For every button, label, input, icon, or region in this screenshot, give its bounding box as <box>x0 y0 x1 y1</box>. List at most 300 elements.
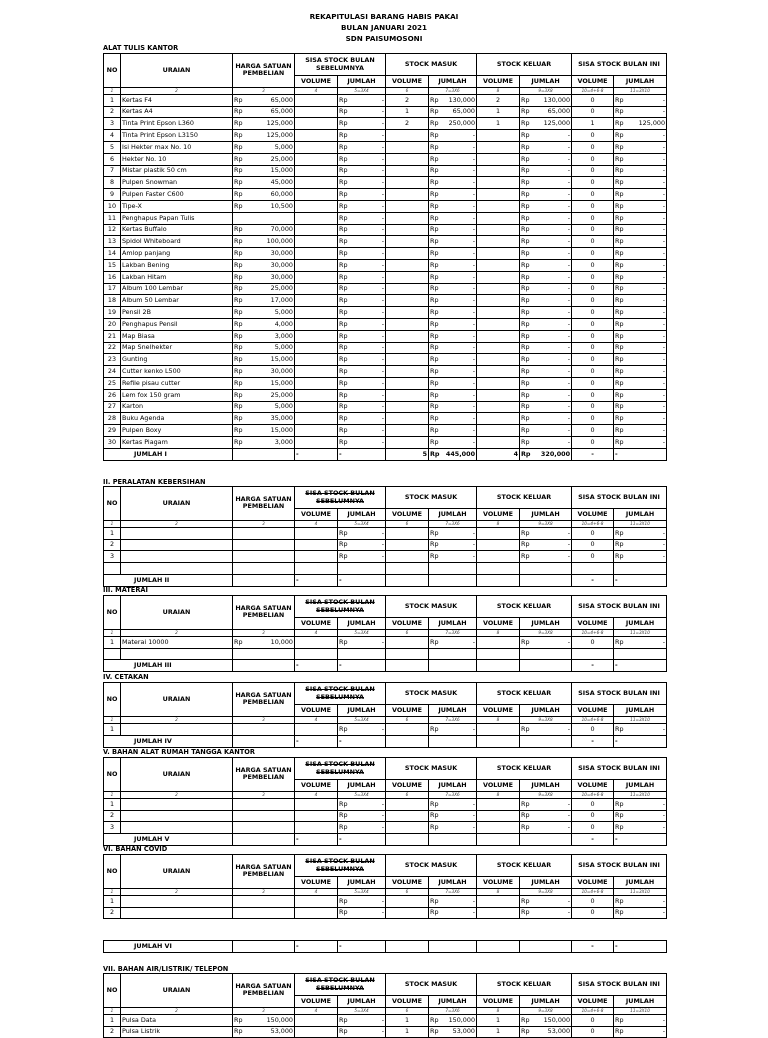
row-harga <box>233 330 295 342</box>
row-jumlah-keluar <box>520 551 572 563</box>
jumlah-sisa-value: - <box>662 367 666 376</box>
dash-value: - <box>381 724 385 733</box>
total-row <box>104 941 667 953</box>
col-sisa-ini: SISA STOCK BULAN INI <box>572 683 667 705</box>
total-jumlah-masuk <box>429 941 477 953</box>
row-volume-masuk: 1 <box>386 1026 429 1038</box>
row-volume-masuk <box>386 895 429 907</box>
currency-label: Rp <box>615 426 624 434</box>
row-jumlah-sisa <box>614 342 667 354</box>
currency-label: Rp <box>521 319 530 328</box>
row-harga <box>233 895 295 907</box>
row-jumlah-keluar <box>520 283 572 295</box>
row-uraian <box>121 539 233 551</box>
index-cell: 2 <box>121 520 233 527</box>
row-no: 22 <box>104 342 121 354</box>
currency-label: Rp <box>615 237 624 246</box>
col-volume: VOLUME <box>386 76 429 88</box>
dash-value: - <box>381 272 385 281</box>
currency-label: Rp <box>234 225 243 234</box>
row-uraian <box>121 798 233 810</box>
jumlah-masuk-value: 65,000 <box>452 107 476 116</box>
harga-value: 125,000 <box>266 131 293 140</box>
row-volume-masuk <box>386 636 429 648</box>
currency-label: Rp <box>615 528 624 537</box>
row-volume-masuk <box>386 189 429 201</box>
jumlah-masuk-value: - <box>472 296 476 305</box>
currency-label: Rp <box>430 637 439 646</box>
row-jumlah-masuk <box>429 798 477 810</box>
col-sisa-ini: SISA STOCK BULAN INI <box>572 596 667 618</box>
row-volume-sisa: 0 <box>572 189 614 201</box>
jumlah-sisa-value: - <box>662 131 666 140</box>
index-cell: 6 <box>386 629 429 636</box>
index-cell: 2 <box>121 791 233 798</box>
jumlah-masuk-value: - <box>472 225 476 234</box>
harga-value: 15,000 <box>270 355 293 364</box>
jumlah-keluar-value: - <box>567 166 571 175</box>
row-volume-masuk: 2 <box>386 118 429 130</box>
row-volume-keluar <box>477 248 520 260</box>
currency-label: Rp <box>234 637 243 646</box>
row-harga <box>233 177 295 189</box>
row-jumlah-keluar <box>520 94 572 106</box>
currency-label: Rp <box>615 272 624 281</box>
currency-label: Rp <box>615 724 624 733</box>
jumlah-masuk-value: - <box>472 355 476 364</box>
currency-label: Rp <box>615 131 624 140</box>
col-jumlah: JUMLAH <box>520 705 572 717</box>
row-uraian <box>121 723 233 735</box>
currency-label: Rp <box>615 367 624 376</box>
total-jumlah-keluar <box>520 574 572 586</box>
currency-label: Rp <box>339 811 348 820</box>
dash-value: - <box>381 119 385 128</box>
row-volume-masuk <box>386 271 429 283</box>
currency-label: Rp <box>339 284 348 293</box>
row-jumlah-keluar <box>520 153 572 165</box>
total-jumlah-sisa: - <box>614 834 667 846</box>
currency-label: Rp <box>430 724 439 733</box>
row-volume-masuk <box>386 153 429 165</box>
jumlah-keluar-value: - <box>567 540 571 549</box>
table-row <box>104 236 667 248</box>
row-uraian: Materai 10000 <box>121 636 233 648</box>
jumlah-sisa-value: - <box>662 154 666 163</box>
dash-value: - <box>381 201 385 210</box>
currency-label: Rp <box>234 131 243 140</box>
currency-label: Rp <box>339 95 348 104</box>
blank-cell <box>477 563 520 575</box>
row-jumlah-keluar <box>520 295 572 307</box>
row-uraian: Penghapus Pensil <box>121 318 233 330</box>
row-jumlah-keluar <box>520 200 572 212</box>
index-cell: 4 <box>295 520 338 527</box>
col-sisa-sebelum: SISA STOCK BULAN SEBELUMNYA <box>295 54 386 76</box>
index-cell: 9=3X8 <box>520 1007 572 1014</box>
currency-label: Rp <box>234 178 243 187</box>
jumlah-masuk-value: - <box>472 896 476 905</box>
row-volume-sebelum <box>295 389 338 401</box>
jumlah-masuk-value: 130,000 <box>448 95 476 104</box>
table-row <box>104 248 667 260</box>
row-jumlah-keluar <box>520 342 572 354</box>
col-stock-keluar: STOCK KELUAR <box>477 487 572 509</box>
jumlah-sisa-value: - <box>662 724 666 733</box>
row-jumlah-sisa <box>614 295 667 307</box>
total-volume-sebelum: - <box>295 448 338 460</box>
row-volume-sisa: 0 <box>572 200 614 212</box>
harga-value: 15,000 <box>270 166 293 175</box>
harga-value: 15,000 <box>270 378 293 387</box>
row-uraian: Pulpen Snowman <box>121 177 233 189</box>
row-volume-keluar: 1 <box>477 1014 520 1026</box>
col-sisa-ini: SISA STOCK BULAN INI <box>572 974 667 996</box>
col-volume: VOLUME <box>386 877 429 889</box>
row-harga <box>233 118 295 130</box>
currency-label: Rp <box>234 237 243 246</box>
index-cell: 5=3X4 <box>338 87 386 94</box>
row-jumlah-sebelum <box>338 106 386 118</box>
table-row <box>104 295 667 307</box>
row-jumlah-sebelum <box>338 377 386 389</box>
row-jumlah-masuk <box>429 248 477 260</box>
row-volume-sebelum <box>295 551 338 563</box>
harga-value: 35,000 <box>270 414 293 423</box>
currency-label: Rp <box>339 142 348 151</box>
jumlah-keluar-value: - <box>567 390 571 399</box>
row-volume-keluar <box>477 283 520 295</box>
col-jumlah: JUMLAH <box>338 996 386 1008</box>
col-jumlah: JUMLAH <box>429 76 477 88</box>
col-stock-masuk: STOCK MASUK <box>386 54 477 76</box>
col-jumlah: JUMLAH <box>338 780 386 792</box>
col-sisa-ini: SISA STOCK BULAN INI <box>572 855 667 877</box>
harga-value: 30,000 <box>270 249 293 258</box>
row-harga <box>233 907 295 919</box>
row-volume-masuk <box>386 436 429 448</box>
currency-label: Rp <box>234 1027 243 1036</box>
total-row <box>104 834 667 846</box>
row-jumlah-keluar <box>520 1014 572 1026</box>
row-jumlah-masuk <box>429 259 477 271</box>
row-no: 15 <box>104 259 121 271</box>
currency-label: Rp <box>234 95 243 104</box>
row-jumlah-sebelum <box>338 94 386 106</box>
dash-value: - <box>381 142 385 151</box>
currency-label: Rp <box>521 414 530 423</box>
row-volume-sebelum <box>295 271 338 283</box>
col-harga: HARGA SATUAN PEMBELIAN <box>233 487 295 521</box>
total-jumlah-sisa: - <box>614 660 667 672</box>
row-jumlah-sisa <box>614 1014 667 1026</box>
currency-label: Rp <box>615 260 624 269</box>
index-cell: 8 <box>477 87 520 94</box>
col-volume: VOLUME <box>477 705 520 717</box>
index-cell: 9=3X8 <box>520 716 572 723</box>
table-row <box>104 177 667 189</box>
dash-value: - <box>381 414 385 423</box>
row-volume-sisa: 0 <box>572 94 614 106</box>
table-row <box>104 1014 667 1026</box>
col-stock-keluar: STOCK KELUAR <box>477 758 572 780</box>
row-jumlah-masuk <box>429 413 477 425</box>
row-harga <box>233 366 295 378</box>
index-cell: 2 <box>121 716 233 723</box>
col-stock-keluar: STOCK KELUAR <box>477 855 572 877</box>
row-jumlah-keluar <box>520 366 572 378</box>
currency-label: Rp <box>615 178 624 187</box>
row-volume-keluar <box>477 295 520 307</box>
currency-label: Rp <box>339 178 348 187</box>
row-jumlah-sisa <box>614 141 667 153</box>
row-volume-keluar <box>477 307 520 319</box>
col-jumlah: JUMLAH <box>520 618 572 630</box>
col-volume: VOLUME <box>295 618 338 630</box>
row-volume-masuk <box>386 130 429 142</box>
index-cell: 7=3X6 <box>429 716 477 723</box>
dash-value: - <box>381 528 385 537</box>
table-row <box>104 551 667 563</box>
row-volume-keluar <box>477 377 520 389</box>
row-jumlah-sisa <box>614 389 667 401</box>
row-volume-sebelum <box>295 189 338 201</box>
harga-value: 150,000 <box>266 1015 293 1024</box>
total-label: JUMLAH V <box>104 834 233 846</box>
row-no: 16 <box>104 271 121 283</box>
jumlah-keluar-value: - <box>567 367 571 376</box>
currency-label: Rp <box>521 237 530 246</box>
col-volume: VOLUME <box>295 780 338 792</box>
row-jumlah-masuk <box>429 366 477 378</box>
index-cell: 8 <box>477 629 520 636</box>
row-volume-masuk: 1 <box>386 1014 429 1026</box>
jumlah-masuk-value: - <box>472 724 476 733</box>
currency-label: Rp <box>430 402 439 411</box>
col-sisa-sebelum: SISA STOCK BULAN SEBELUMNYA <box>295 758 386 780</box>
jumlah-keluar-value: 65,000 <box>547 107 571 116</box>
index-cell: 8 <box>477 1007 520 1014</box>
table-row <box>104 259 667 271</box>
row-harga <box>233 822 295 834</box>
currency-label: Rp <box>521 166 530 175</box>
row-harga <box>233 271 295 283</box>
col-harga: HARGA SATUAN PEMBELIAN <box>233 974 295 1008</box>
row-volume-sisa: 0 <box>572 1014 614 1026</box>
section-title: IV. CETAKAN <box>103 673 149 681</box>
jumlah-masuk-value: - <box>472 528 476 537</box>
currency-label: Rp <box>234 1015 243 1024</box>
harga-value: 65,000 <box>270 107 293 116</box>
row-no: 13 <box>104 236 121 248</box>
row-jumlah-sisa <box>614 1026 667 1038</box>
currency-label: Rp <box>521 799 530 808</box>
col-jumlah: JUMLAH <box>338 76 386 88</box>
jumlah-keluar-value: - <box>567 343 571 352</box>
row-uraian: Kertas F4 <box>121 94 233 106</box>
jumlah-sisa-value: - <box>662 908 666 917</box>
row-jumlah-sisa <box>614 413 667 425</box>
currency-label: Rp <box>234 201 243 210</box>
total-label: JUMLAH III <box>104 660 233 672</box>
blank-cell <box>614 563 667 575</box>
row-harga <box>233 551 295 563</box>
col-harga: HARGA SATUAN PEMBELIAN <box>233 683 295 717</box>
row-jumlah-sisa <box>614 118 667 130</box>
currency-label: Rp <box>521 367 530 376</box>
col-no: NO <box>104 855 121 889</box>
row-volume-sisa: 0 <box>572 283 614 295</box>
row-no: 2 <box>104 810 121 822</box>
jumlah-sisa-value: - <box>662 260 666 269</box>
row-volume-masuk <box>386 551 429 563</box>
row-volume-masuk: 1 <box>386 106 429 118</box>
row-volume-sisa: 0 <box>572 236 614 248</box>
row-volume-sisa: 0 <box>572 895 614 907</box>
currency-label: Rp <box>339 131 348 140</box>
index-cell: 3 <box>233 888 295 895</box>
row-no: 27 <box>104 401 121 413</box>
total-volume-masuk <box>386 660 429 672</box>
jumlah-sisa-value: - <box>662 225 666 234</box>
row-jumlah-keluar <box>520 189 572 201</box>
index-cell: 11=3X10 <box>614 87 667 94</box>
row-volume-sebelum <box>295 318 338 330</box>
jumlah-masuk-value: - <box>472 142 476 151</box>
row-no: 19 <box>104 307 121 319</box>
stock-table <box>103 595 667 672</box>
currency-label: Rp <box>615 284 624 293</box>
jumlah-sisa-value: - <box>662 390 666 399</box>
index-cell: 2 <box>121 87 233 94</box>
col-volume: VOLUME <box>477 780 520 792</box>
row-volume-keluar <box>477 366 520 378</box>
currency-label: Rp <box>339 540 348 549</box>
jumlah-masuk-value: - <box>472 249 476 258</box>
jumlah-sisa-value: - <box>662 319 666 328</box>
currency-label: Rp <box>234 367 243 376</box>
row-volume-sebelum <box>295 330 338 342</box>
currency-label: Rp <box>521 272 530 281</box>
currency-label: Rp <box>234 426 243 434</box>
currency-label: Rp <box>234 319 243 328</box>
row-jumlah-sisa <box>614 177 667 189</box>
currency-label: Rp <box>339 237 348 246</box>
jumlah-sisa-value: - <box>662 402 666 411</box>
row-jumlah-sebelum <box>338 895 386 907</box>
table-row <box>104 539 667 551</box>
currency-label: Rp <box>521 449 531 458</box>
jumlah-keluar-value: - <box>567 154 571 163</box>
currency-label: Rp <box>234 166 243 175</box>
currency-label: Rp <box>521 296 530 305</box>
currency-label: Rp <box>234 119 243 128</box>
dash-value: - <box>381 390 385 399</box>
currency-label: Rp <box>430 119 439 128</box>
section-title: II. PERALATAN KEBERSIHAN <box>103 478 206 486</box>
blank-cell <box>295 563 338 575</box>
total-jumlah-sebelum: - <box>338 735 386 747</box>
row-volume-keluar <box>477 539 520 551</box>
row-harga <box>233 212 295 224</box>
doc-school: SDN PAISUMOSONI <box>345 34 423 43</box>
jumlah-keluar-value: - <box>567 237 571 246</box>
col-stock-keluar: STOCK KELUAR <box>477 683 572 705</box>
table-row <box>104 636 667 648</box>
row-jumlah-masuk <box>429 283 477 295</box>
total-row <box>104 448 667 460</box>
jumlah-masuk-value: - <box>472 260 476 269</box>
row-jumlah-sisa <box>614 283 667 295</box>
row-volume-keluar <box>477 177 520 189</box>
dash-value: - <box>381 367 385 376</box>
row-volume-sisa: 0 <box>572 907 614 919</box>
row-uraian <box>121 810 233 822</box>
col-volume: VOLUME <box>477 877 520 889</box>
row-harga <box>233 224 295 236</box>
blank-cell <box>520 648 572 660</box>
dash-value: - <box>381 308 385 317</box>
harga-value: 4,000 <box>274 319 293 328</box>
total-volume-keluar: 4 <box>477 448 520 460</box>
jumlah-sisa-value: - <box>662 178 666 187</box>
row-no: 24 <box>104 366 121 378</box>
jumlah-keluar-value: - <box>567 426 571 434</box>
row-jumlah-sebelum <box>338 153 386 165</box>
row-jumlah-masuk <box>429 165 477 177</box>
col-jumlah: JUMLAH <box>429 877 477 889</box>
currency-label: Rp <box>339 908 348 917</box>
col-harga: HARGA SATUAN PEMBELIAN <box>233 54 295 88</box>
jumlah-keluar-value: - <box>567 637 571 646</box>
index-cell: 1 <box>104 791 121 798</box>
currency-label: Rp <box>615 201 624 210</box>
row-uraian: Pulpen Faster C600 <box>121 189 233 201</box>
index-cell: 6 <box>386 87 429 94</box>
jumlah-sisa-value: - <box>662 823 666 832</box>
row-no: 18 <box>104 295 121 307</box>
jumlah-keluar-value: - <box>567 284 571 293</box>
row-no: 14 <box>104 248 121 260</box>
currency-label: Rp <box>430 896 439 905</box>
currency-label: Rp <box>339 823 348 832</box>
row-jumlah-sebelum <box>338 236 386 248</box>
table-row <box>104 401 667 413</box>
row-jumlah-masuk <box>429 106 477 118</box>
row-volume-keluar <box>477 822 520 834</box>
jumlah-masuk-value: - <box>472 390 476 399</box>
total-volume-sisa: - <box>572 574 614 586</box>
row-volume-sisa: 0 <box>572 141 614 153</box>
jumlah-masuk-value: - <box>472 811 476 820</box>
row-jumlah-sisa <box>614 895 667 907</box>
index-cell: 1 <box>104 1007 121 1014</box>
jumlah-sisa-value: - <box>662 896 666 905</box>
stock-table <box>103 973 667 1038</box>
row-jumlah-keluar <box>520 798 572 810</box>
row-jumlah-sisa <box>614 212 667 224</box>
col-volume: VOLUME <box>386 780 429 792</box>
currency-label: Rp <box>430 378 439 387</box>
jumlah-keluar-value: 53,000 <box>547 1027 571 1036</box>
currency-label: Rp <box>521 178 530 187</box>
blank-cell <box>477 648 520 660</box>
currency-label: Rp <box>430 908 439 917</box>
col-volume: VOLUME <box>386 996 429 1008</box>
harga-value: 5,000 <box>274 343 293 352</box>
row-volume-sisa: 0 <box>572 723 614 735</box>
row-volume-sisa: 0 <box>572 798 614 810</box>
